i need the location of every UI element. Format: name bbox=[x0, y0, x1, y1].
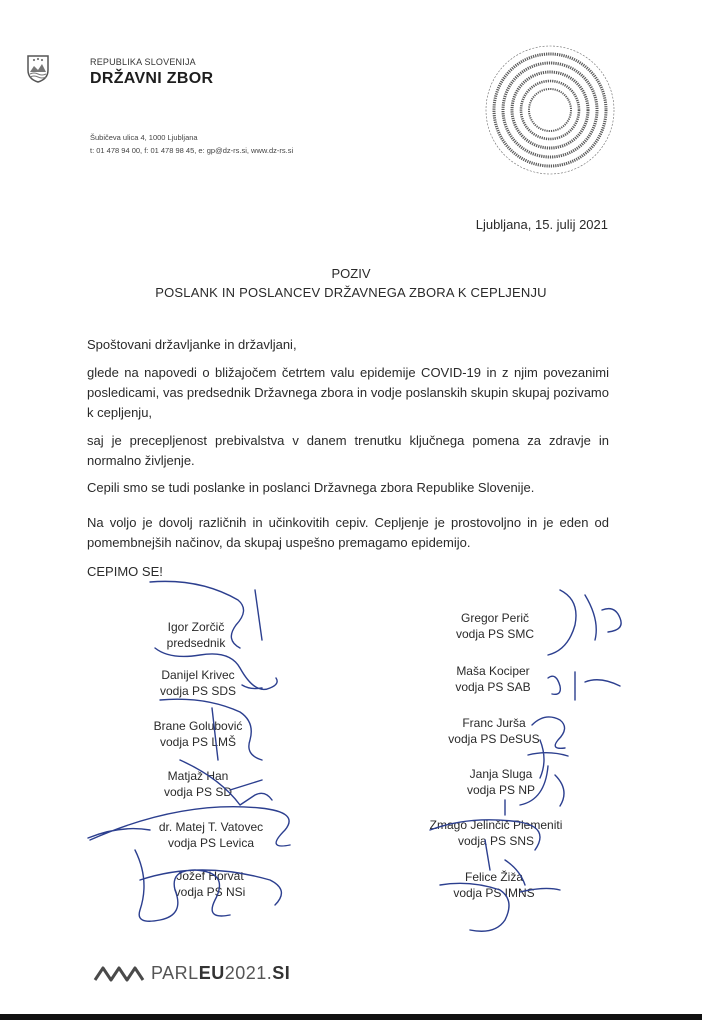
signatory-role: vodja PS NP bbox=[466, 783, 536, 797]
signature-kociper bbox=[548, 672, 620, 700]
address-line: Šubičeva ulica 4, 1000 Ljubljana bbox=[90, 133, 198, 142]
scan-bottom-edge bbox=[0, 1014, 702, 1020]
signatory-role: vodja PS SNS bbox=[457, 834, 535, 848]
signatory-role: vodja PS IMNS bbox=[453, 886, 535, 900]
logo-part-eu: EU bbox=[198, 962, 225, 983]
logo-part-year: 2021. bbox=[224, 962, 273, 983]
signatory-role: vodja PS Levica bbox=[167, 836, 255, 850]
logo-part-parl: PARL bbox=[151, 962, 199, 983]
round-official-stamp-icon bbox=[478, 38, 623, 183]
signatory-name: Jožef Horvat bbox=[176, 869, 244, 883]
letter-date: Ljubljana, 15. julij 2021 bbox=[475, 217, 608, 232]
paragraph-2: saj je precepljenost prebivalstva v danem trenutku ključnega pomena za zdravje in normalno življenje. bbox=[87, 433, 609, 468]
signatory-role: vodja PS SD bbox=[163, 785, 233, 799]
greeting: Spoštovani državljanke in državljani, bbox=[87, 337, 297, 352]
signatory-name: Brane Golubović bbox=[153, 719, 243, 733]
signatory-name: Janja Sluga bbox=[469, 767, 533, 781]
closing: CEPIMO SE! bbox=[87, 564, 163, 579]
signatory-name: dr. Matej T. Vatovec bbox=[158, 820, 264, 834]
signatory-name: Zmago Jelinčič Plemeniti bbox=[429, 818, 563, 832]
slovenia-coat-of-arms-icon bbox=[27, 55, 49, 83]
signatory-name: Felice Žiža bbox=[464, 870, 524, 884]
republic-label: REPUBLIKA SLOVENIJA bbox=[90, 57, 196, 67]
signatory-role: vodja PS DeSUS bbox=[448, 732, 540, 746]
parleu-logo-text bbox=[151, 963, 290, 984]
signature-peric bbox=[548, 590, 621, 655]
letter-subtitle: POSLANK IN POSLANCEV DRŽAVNEGA ZBORA K CEPLJENJU bbox=[155, 285, 547, 300]
signature-jursa bbox=[528, 717, 568, 778]
paragraph-3: Cepili smo se tudi poslanke in poslanci Državnega zbora Republike Slovenije. bbox=[87, 480, 535, 495]
signatory-role: vodja PS SMC bbox=[455, 627, 535, 641]
parleu-wave-icon bbox=[93, 964, 145, 982]
institution-name: DRŽAVNI ZBOR bbox=[90, 70, 214, 87]
contact-line: t: 01 478 94 00, f: 01 478 98 45, e: gp@dz-rs.si, www.dz-rs.si bbox=[90, 146, 294, 155]
signatory-name: Franc Jurša bbox=[462, 716, 526, 730]
signatory-role: vodja PS SDS bbox=[159, 684, 237, 698]
signatory-name: Matjaž Han bbox=[167, 769, 229, 783]
signatory-role: vodja PS LMŠ bbox=[159, 735, 237, 749]
signatory-role: predsednik bbox=[166, 636, 226, 650]
parleu-logo bbox=[93, 962, 290, 984]
paragraph-4: Na voljo je dovolj različnih in učinkovitih cepiv. Cepljenje je prostovoljno in je eden od pomembnejših načinov, da skupaj uspešno premagamo epidemijo. bbox=[87, 515, 609, 550]
paragraph-1: glede na napovedi o bližajočem četrtem valu epidemije COVID-19 in z njim povezanimi posledicami, vas predsednik Državnega zbora in vodje poslanskih skupin skupaj pozivamo k cepljenju, bbox=[87, 365, 609, 420]
signatory-name: Maša Kociper bbox=[456, 664, 530, 678]
signatory-name: Danijel Krivec bbox=[161, 668, 235, 682]
signatory-role: vodja PS NSi bbox=[174, 885, 246, 899]
logo-part-si: SI bbox=[272, 962, 291, 983]
signatory-name: Igor Zorčič bbox=[167, 620, 225, 634]
signatory-name: Gregor Perič bbox=[460, 611, 530, 625]
signatory-role: vodja PS SAB bbox=[455, 680, 531, 694]
letter-title: POZIV bbox=[331, 266, 371, 281]
